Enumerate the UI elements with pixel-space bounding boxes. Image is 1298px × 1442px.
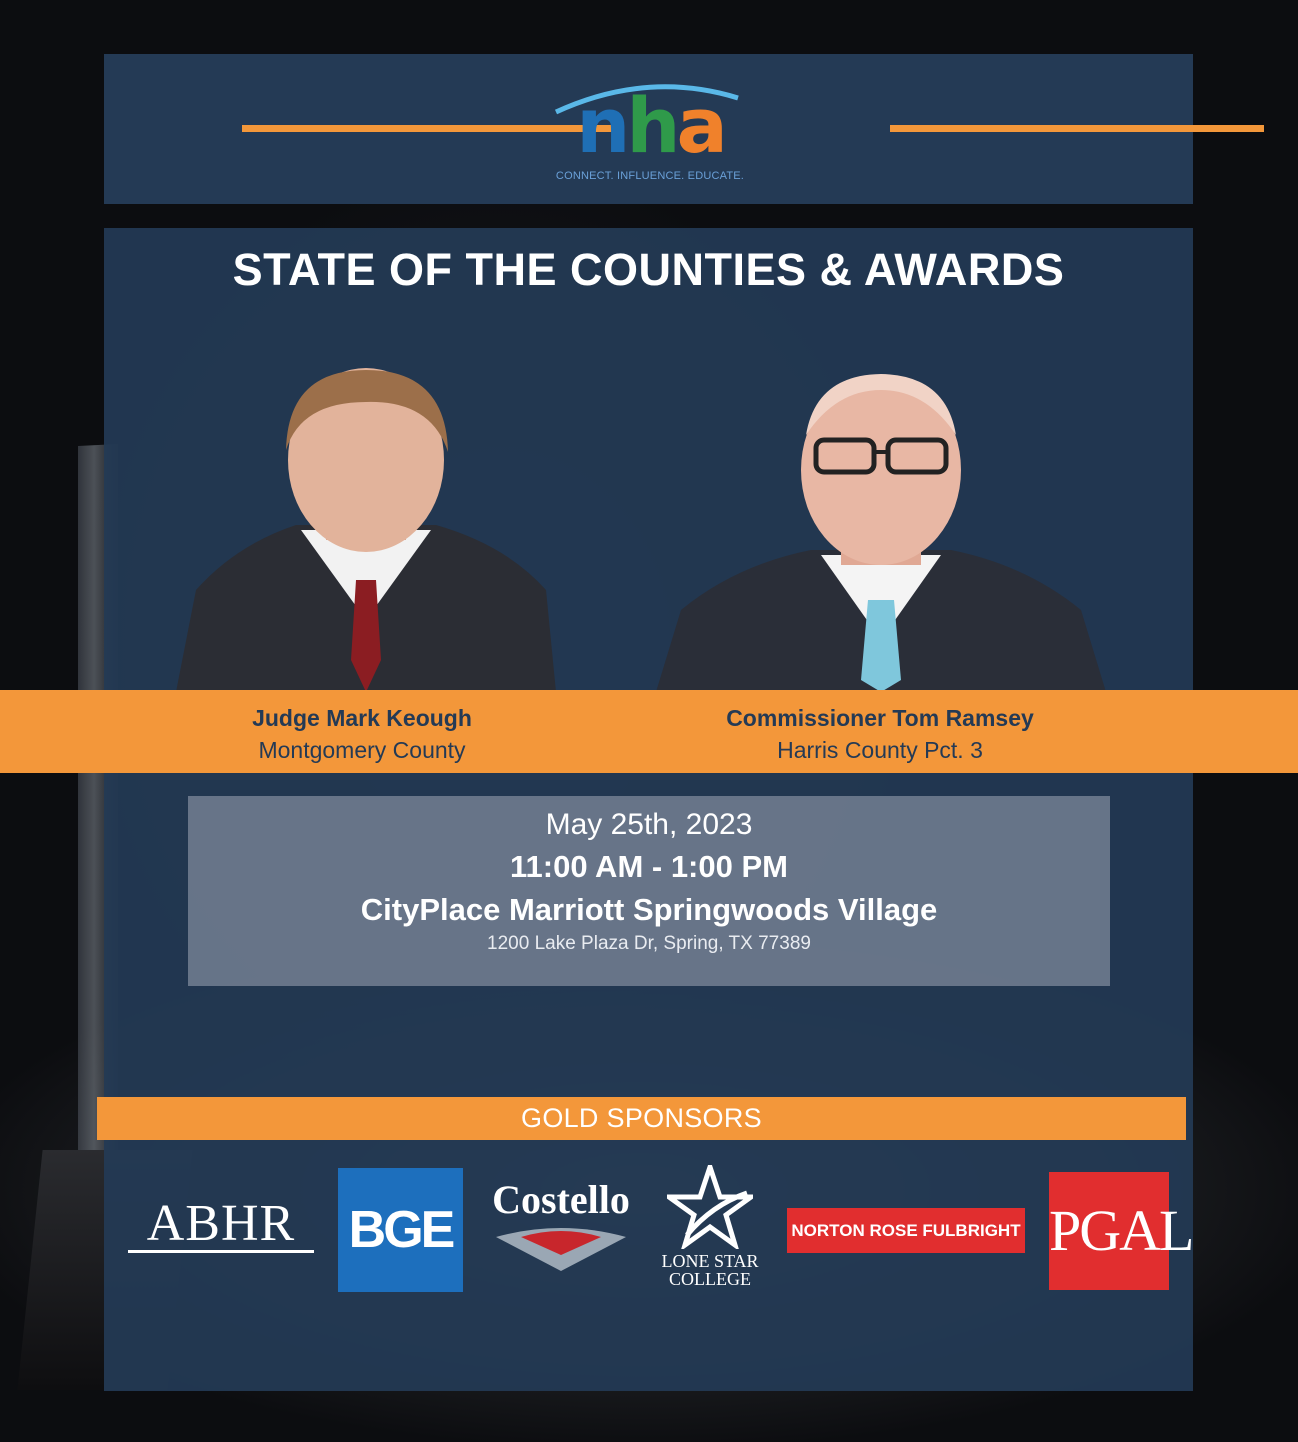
sponsor-costello-logo	[486, 1176, 636, 1271]
sponsors-heading: GOLD SPONSORS	[97, 1097, 1186, 1140]
sponsor-lonestar-logo	[655, 1165, 765, 1288]
speaker-2-org: Harris County Pct. 3	[777, 737, 983, 763]
sponsor-bge-logo: BGE	[338, 1168, 463, 1292]
lonestar-star-icon	[667, 1165, 753, 1249]
speaker-1	[176, 702, 548, 766]
sponsor-abhr-logo: ABHR	[128, 1198, 314, 1253]
portrait-mark-keough	[176, 360, 556, 692]
costello-wordmark: Costello	[492, 1177, 630, 1222]
event-date: May 25th, 2023	[545, 808, 753, 841]
speaker-2-name: Commissioner Tom Ramsey	[726, 705, 1034, 731]
speaker-2	[650, 702, 1110, 766]
sponsor-nrf-logo: NORTON ROSE FULBRIGHT	[787, 1208, 1025, 1253]
nha-logo	[540, 74, 760, 186]
portrait-tom-ramsey	[656, 360, 1106, 692]
header-line-right	[890, 125, 1264, 132]
speaker-1-name: Judge Mark Keough	[252, 705, 472, 731]
event-title: STATE OF THE COUNTIES & AWARDS	[232, 244, 1065, 295]
logo-tagline: CONNECT. INFLUENCE. EDUCATE.	[555, 170, 745, 182]
costello-emblem-icon	[491, 1225, 631, 1271]
lonestar-line2: COLLEGE	[669, 1269, 751, 1289]
speaker-1-org: Montgomery County	[258, 737, 466, 763]
logo-letters: nha	[576, 81, 724, 170]
event-address: 1200 Lake Plaza Dr, Spring, TX 77389	[487, 933, 811, 954]
lonestar-line1: LONE STAR	[661, 1251, 759, 1271]
sponsor-pgal-logo: PGAL	[1049, 1172, 1169, 1290]
event-details	[188, 796, 1110, 986]
event-time: 11:00 AM - 1:00 PM	[510, 849, 788, 884]
event-venue: CityPlace Marriott Springwoods Village	[360, 892, 938, 927]
